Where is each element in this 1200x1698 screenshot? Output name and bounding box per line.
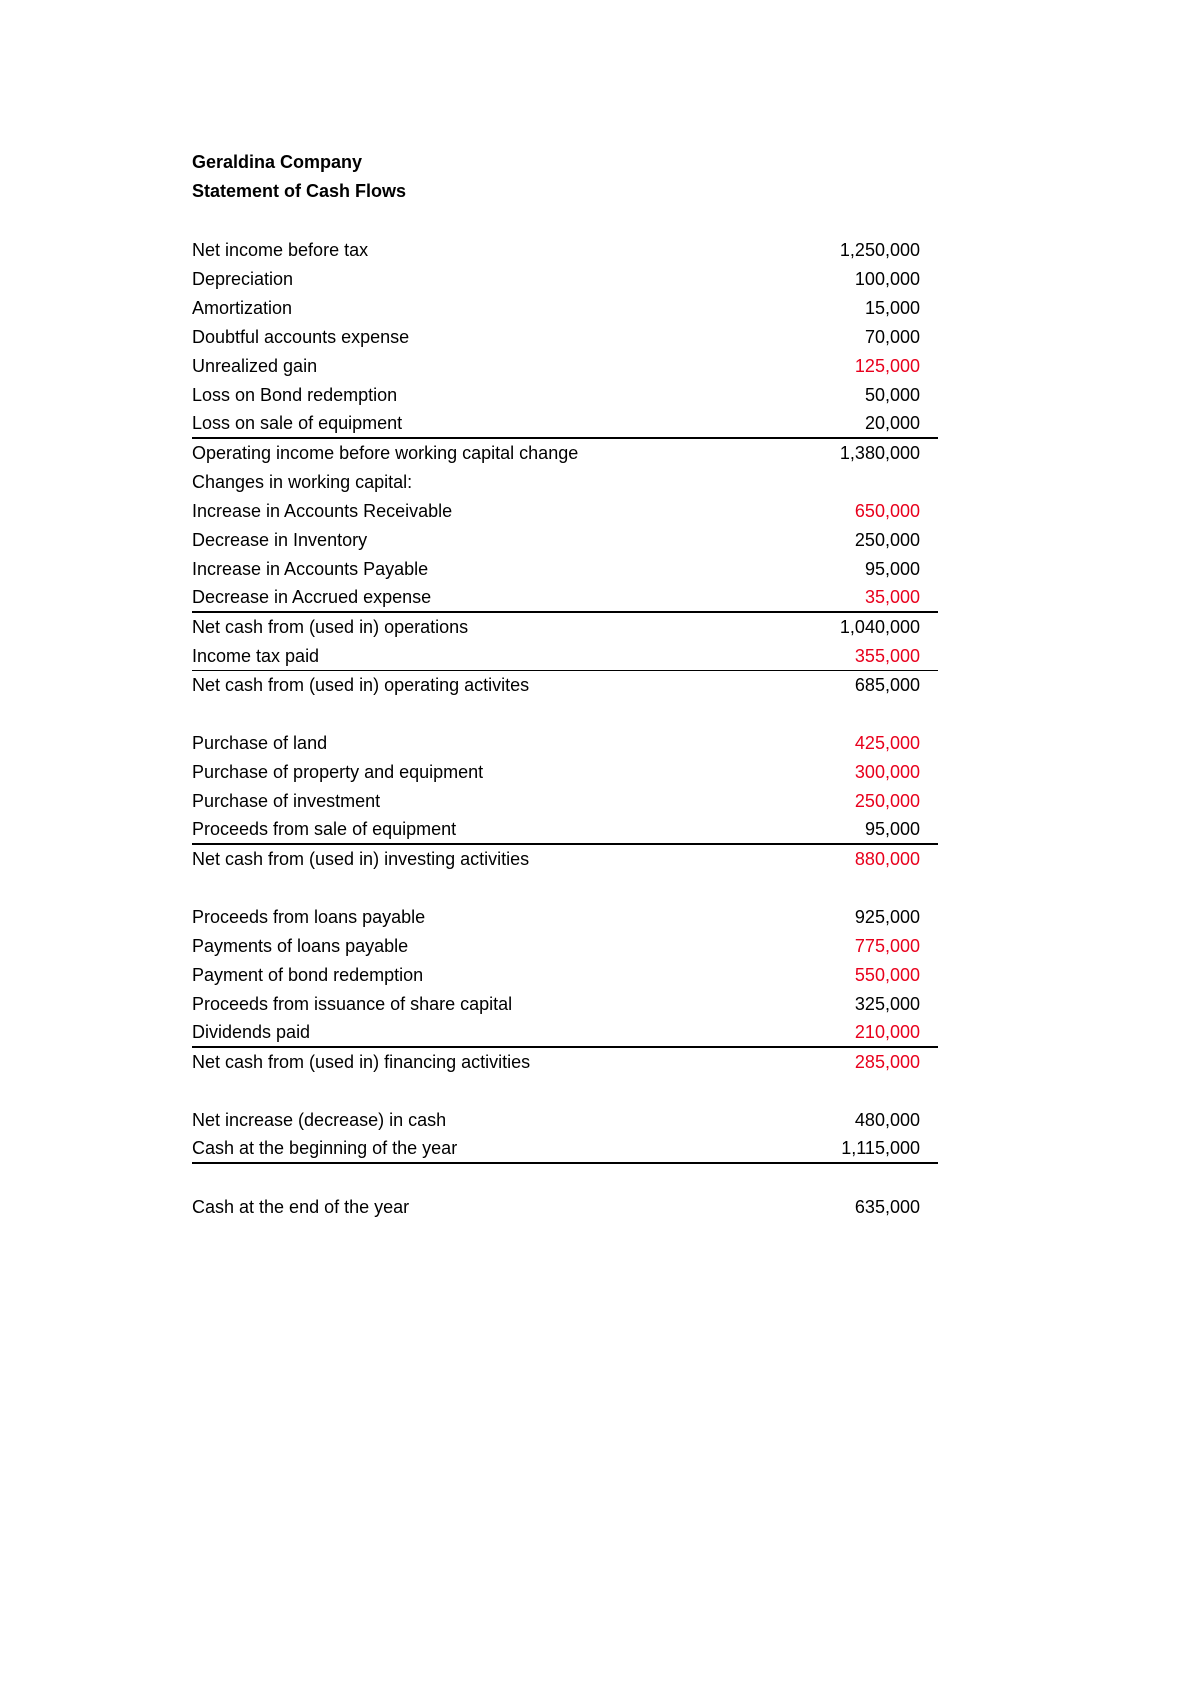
row-operating-income-before-wc: [192, 439, 938, 468]
row-label: Net cash from (used in) financing activities: [192, 1052, 531, 1072]
row-changes-wc-heading: [192, 468, 938, 497]
row-label: Proceeds from issuance of share capital: [192, 994, 513, 1014]
row-label: Loss on sale of equipment: [192, 413, 403, 433]
row-value: 325,000: [854, 994, 920, 1014]
statement-title: Statement of Cash Flows: [192, 181, 407, 201]
row-increase-ap: [192, 555, 938, 584]
row-label: Purchase of investment: [192, 791, 381, 811]
row-value: 1,115,000: [841, 1138, 920, 1158]
row-net-cash-operations: [192, 613, 938, 642]
row-value: 1,380,000: [839, 443, 920, 463]
row-depreciation: [192, 265, 938, 294]
row-label: Cash at the beginning of the year: [192, 1138, 458, 1158]
row-cash-end: [192, 1193, 938, 1222]
row-value: 250,000: [854, 530, 920, 550]
row-cash-beginning: [192, 1135, 938, 1164]
row-label: Payments of loans payable: [192, 936, 409, 956]
row-decrease-inventory: [192, 526, 938, 555]
row-loss-sale-equipment: [192, 410, 938, 439]
row-value: 95,000: [864, 819, 920, 839]
row-label: Changes in working capital:: [192, 472, 413, 492]
row-label: Amortization: [192, 298, 293, 318]
row-amortization: [192, 294, 938, 323]
row-value: 50,000: [864, 385, 920, 405]
row-value: 15,000: [864, 298, 920, 318]
cash-flow-statement: [192, 148, 938, 1222]
row-label: Net increase (decrease) in cash: [192, 1110, 447, 1130]
row-label: Net cash from (used in) operations: [192, 617, 469, 637]
row-label: Net cash from (used in) investing activities: [192, 849, 530, 869]
row-label: Decrease in Accrued expense: [192, 587, 432, 607]
row-value: 1,250,000: [839, 240, 920, 260]
row-value: 125,000: [854, 356, 920, 376]
row-purchase-land: [192, 729, 938, 758]
row-value: 355,000: [854, 645, 920, 666]
row-label: Increase in Accounts Receivable: [192, 501, 453, 521]
row-value: 20,000: [864, 413, 920, 433]
row-purchase-investment: [192, 787, 938, 816]
row-label: Income tax paid: [192, 645, 320, 666]
row-proceeds-loans: [192, 903, 938, 932]
row-net-increase-cash: [192, 1106, 938, 1135]
row-label: Purchase of land: [192, 733, 328, 753]
row-decrease-accrued: [192, 584, 938, 613]
row-label: Dividends paid: [192, 1022, 311, 1042]
company-name: Geraldina Company: [192, 152, 363, 172]
row-label: Proceeds from sale of equipment: [192, 819, 457, 839]
row-label: Purchase of property and equipment: [192, 762, 484, 782]
row-value: 210,000: [854, 1022, 920, 1042]
row-label: Payment of bond redemption: [192, 965, 424, 985]
row-net-cash-financing: [192, 1048, 938, 1077]
row-purchase-ppe: [192, 758, 938, 787]
row-proceeds-sale-equipment: [192, 816, 938, 845]
row-value: 635,000: [854, 1197, 920, 1217]
row-value: 650,000: [854, 501, 920, 521]
row-dividends-paid: [192, 1019, 938, 1048]
row-value: 425,000: [854, 733, 920, 753]
row-net-cash-operating-activities: [192, 671, 938, 700]
row-net-income: [192, 236, 938, 265]
row-value: 685,000: [854, 675, 920, 695]
row-proceeds-share-capital: [192, 990, 938, 1019]
row-label: Loss on Bond redemption: [192, 385, 398, 405]
row-label: Proceeds from loans payable: [192, 907, 426, 927]
row-value: 480,000: [854, 1110, 920, 1130]
spacer: [192, 1077, 938, 1106]
row-label: Cash at the end of the year: [192, 1197, 410, 1217]
row-value: 775,000: [854, 936, 920, 956]
row-doubtful-accounts: [192, 323, 938, 352]
row-value: 95,000: [864, 559, 920, 579]
row-value: 550,000: [854, 965, 920, 985]
row-label: Depreciation: [192, 269, 294, 289]
row-value: 100,000: [854, 269, 920, 289]
row-value: 300,000: [854, 762, 920, 782]
row-label: Unrealized gain: [192, 356, 318, 376]
row-income-tax-paid: [192, 642, 938, 671]
row-payment-bond-redemption: [192, 961, 938, 990]
row-value: 285,000: [854, 1052, 920, 1072]
row-label: Net cash from (used in) operating activites: [192, 675, 530, 695]
row-net-cash-investing: [192, 845, 938, 874]
row-increase-ar: [192, 497, 938, 526]
row-value: 70,000: [864, 327, 920, 347]
spacer: [192, 700, 938, 729]
row-label: Net income before tax: [192, 240, 369, 260]
row-label: Decrease in Inventory: [192, 530, 368, 550]
row-loss-bond-redemption: [192, 381, 938, 410]
spacer: [192, 874, 938, 903]
row-label: Doubtful accounts expense: [192, 327, 410, 347]
row-value: 880,000: [854, 849, 920, 869]
row-value: 1,040,000: [839, 617, 920, 637]
row-label: Increase in Accounts Payable: [192, 559, 429, 579]
row-value: 925,000: [854, 907, 920, 927]
row-label: Operating income before working capital change: [192, 443, 579, 463]
row-payments-loans: [192, 932, 938, 961]
spacer: [192, 1164, 938, 1193]
row-unrealized-gain: [192, 352, 938, 381]
row-value: 35,000: [864, 587, 920, 607]
row-value: 250,000: [854, 791, 920, 811]
